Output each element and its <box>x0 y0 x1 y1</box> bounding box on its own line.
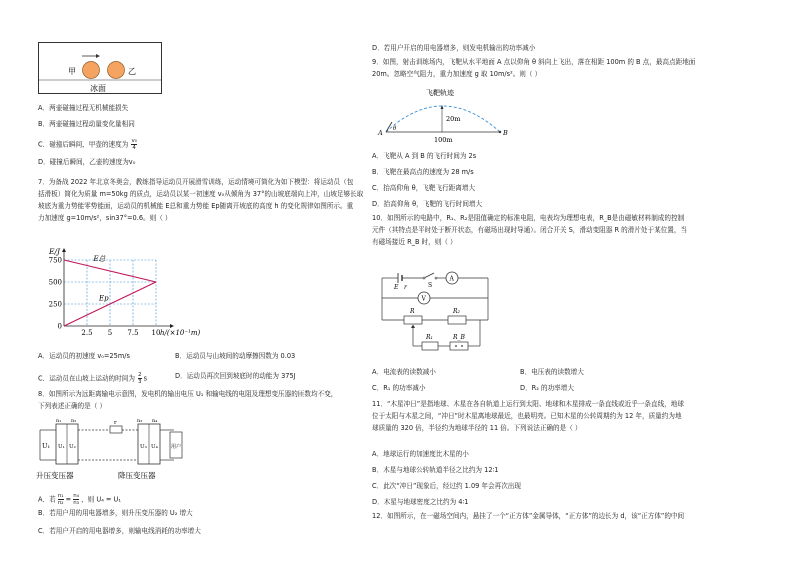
q6-option-c-text: C．碰撞后瞬间，甲壶的速度为 <box>38 140 129 149</box>
label-step-down: 降压变压器 <box>118 471 156 480</box>
label-rheostat: R <box>410 308 415 315</box>
q7-stem <box>38 176 363 224</box>
circuit-diagram <box>376 264 496 360</box>
line-resistor <box>110 426 122 433</box>
rb-dot <box>455 345 457 347</box>
q9-line: 9．如图，射击训练场内，飞靶从水平地面 A 点以仰角 θ 斜向上飞出，落在相距 100m 的 B 点，最高点距地面 <box>372 58 696 66</box>
q10-line: 有磁场接近 R_B 时，则（ ） <box>372 238 457 246</box>
x-tick-label: 2.5 <box>81 329 93 337</box>
label-u1-inner: U₁ <box>58 444 65 450</box>
label-u3: U₃ <box>140 444 147 450</box>
q9-option-d: D．抬高仰角 θ，飞靶的飞行时间增大 <box>372 200 483 208</box>
label-step-up: 升压变压器 <box>36 471 74 480</box>
q8-a-eq: = <box>65 495 72 504</box>
trajectory-figure <box>376 86 516 148</box>
q6-c-frac-num: v₀ <box>131 138 137 144</box>
velocity-arrow-head <box>96 54 100 58</box>
label-u4: U₄ <box>151 444 158 450</box>
y-axis-label: E/J <box>48 247 60 256</box>
switch-contact <box>435 277 437 279</box>
q10-option-b: B．电压表的读数增大 <box>520 368 584 376</box>
q8-option-c: C．若用户开启的用电器增多，则输电线消耗的功率增大 <box>38 527 201 535</box>
label-n2: n₂ <box>71 418 77 424</box>
q10-line: 元件（其特点是平时处于断开状态，有磁场出现时导通）。闭合开关 S，滑动变阻器 R 的滑片处于某位置，当 <box>372 226 688 234</box>
q10-stem <box>372 212 687 248</box>
trajectory-svg <box>376 86 516 148</box>
q7-c-unit: s <box>143 374 148 383</box>
label-ammeter: A <box>449 275 454 283</box>
curling-stone-jia <box>83 62 100 79</box>
q9-option-c: C．抬高仰角 θ，飞靶飞行距离增大 <box>372 184 476 192</box>
label-user: 用户 <box>171 444 182 450</box>
q7-line: 括滑板）简化为质量 m=50kg 的质点，运动员以某一初速度 v₀从倾角为 37°的山坡底端向上冲，山坡足够长取 <box>38 190 364 198</box>
label-r: r <box>114 420 117 426</box>
q10-option-c: C．R₁ 的功率减小 <box>372 384 426 392</box>
q11-line: 位于太阳与木星之间，“冲日”时木星离地球最近，也最明亮。已知木星的公转周期约为 12 年，质量约为地 <box>372 412 682 420</box>
q8-a-frac1-num: n₁ <box>57 493 64 499</box>
y-tick-label: 500 <box>48 278 62 287</box>
y-tick-label: 750 <box>48 256 62 265</box>
q8-a-frac2 <box>73 493 79 506</box>
label-switch: S <box>428 282 433 289</box>
rheostat-r <box>404 316 422 324</box>
q11-option-b: B．木星与地球公转轨道半径之比约为 12∶1 <box>372 466 499 474</box>
slider-head <box>411 325 415 329</box>
q9-stem <box>372 56 695 80</box>
label-n3: n₃ <box>137 418 143 424</box>
q8-option-d: D．若用户开启的用电器增多，则发电机输出的功率减小 <box>372 44 536 52</box>
q8-stem <box>38 388 337 412</box>
q7-line: 力加速度 g=10m/s²，sin37°=0.6。则（ ） <box>38 214 172 222</box>
label-r2: R₂ <box>453 308 460 315</box>
label-theta: θ <box>393 126 397 132</box>
y-tick-label: 0 <box>57 322 62 331</box>
switch-blade <box>424 273 434 278</box>
q7-option-c-text: C．运动员在山坡上运动的时间为 <box>38 374 135 383</box>
label-yi: 乙 <box>128 67 136 76</box>
q7-option-d: D．运动员再次回到坡底时的动能为 375J <box>175 372 296 380</box>
q8-a-frac1 <box>58 493 64 506</box>
curling-stone-yi <box>108 62 125 79</box>
q7-option-a: A．运动员的初速度 v₀=25m/s <box>38 352 130 360</box>
label-ice-surface: 冰面 <box>90 84 106 93</box>
switch-contact <box>423 277 425 279</box>
label-distance: 100m <box>434 136 453 144</box>
q10-line: 10．如图所示的电路中，R₁、R₂是阻值确定的标准电阻，电表均为理想电表，R_B是由磁敏材料制成的控制 <box>372 214 685 222</box>
q7-c-fraction <box>138 372 142 385</box>
q6-c-fraction <box>131 138 136 151</box>
x-tick-label: 10 <box>151 329 161 337</box>
q8-option-a <box>38 493 121 506</box>
q8-a-post: ，则 U₄ = U₁ <box>81 495 122 504</box>
q9-option-a: A．飞靶从 A 到 B 的飞行时间为 2s <box>372 152 477 160</box>
transformer-diagram <box>34 418 194 484</box>
label-u2: U₂ <box>69 444 76 450</box>
ice-figure <box>38 42 162 94</box>
q6-c-frac-den: 4 <box>132 145 136 151</box>
transformer-svg <box>34 418 194 484</box>
label-height: 20m <box>446 115 461 123</box>
label-emf: E <box>394 284 399 291</box>
q8-option-b: B．若用户用的用电器增多，则升压变压器的 U₂ 增大 <box>38 509 193 517</box>
q8-line: 8．如图所示为远距离输电示意图，发电机的输出电压 U₁ 和输电线的电阻及理想变压器的匝数均不变， <box>38 390 338 398</box>
y-axis-arrow <box>62 248 66 252</box>
rb-dot <box>461 345 463 347</box>
q10-option-a: A．电流表的读数减小 <box>372 368 436 376</box>
q7-line: 7．为备战 2022 年北京冬奥会，教练指导运动员开展滑雪训练，运动情境可简化为如下模型：将运动员（包 <box>38 178 354 186</box>
q12-stem: 12．如图所示，在一磁场空间内，悬挂了一个“正方体”金属导体，“正方体”的边长为 d，该“正方体”的中间 <box>372 512 685 520</box>
q7-c-frac-num: 2 <box>138 372 142 378</box>
label-jia: 甲 <box>68 67 76 76</box>
q11-option-c: C．此次“冲日”现象后，经过约 1.09 年会再次出现 <box>372 482 521 490</box>
q6-option-b: B．两壶碰撞过程动量变化量相同 <box>38 120 135 128</box>
energy-graph-svg <box>40 246 201 342</box>
trajectory-arc <box>386 106 500 132</box>
y-tick-label: 250 <box>48 300 62 309</box>
label-point-a: A <box>378 129 383 137</box>
q6-option-a: A．两壶碰撞过程无机械能损失 <box>38 104 129 112</box>
label-trajectory-title: 飞靶轨迹 <box>426 89 454 97</box>
q8-a-frac1-den: n₂ <box>57 500 64 506</box>
q6-option-d: D．碰撞后瞬间，乙壶的速度为v₀ <box>38 158 136 166</box>
q7-option-b: B．运动员与山坡间的动摩擦因数为 0.03 <box>175 352 296 360</box>
circuit-svg <box>376 264 496 360</box>
x-axis-label: h/(×10⁻¹m) <box>160 329 201 337</box>
label-internal-r: r <box>404 284 407 291</box>
q7-line: 坡底为重力势能零势能面，运动员的机械能 E总和重力势能 Ep随离开坡底的高度 h 的变化规律如图所示。重 <box>38 202 354 210</box>
resistor-r2 <box>448 316 466 324</box>
label-n1: n₁ <box>56 418 62 424</box>
q11-option-a: A．地球运行的加速度比木星的小 <box>372 450 469 458</box>
label-voltmeter: V <box>421 295 426 303</box>
element-rb <box>450 342 468 350</box>
label-rb: R_B <box>453 334 465 341</box>
series-label-ep: Ep <box>98 294 109 303</box>
label-r1: R₁ <box>426 334 433 341</box>
q7-option-c <box>38 372 147 385</box>
q9-option-b: B．飞靶在最高点的速度为 28 m/s <box>372 168 474 176</box>
ice-figure-svg <box>38 42 162 94</box>
q8-line: 下列表述正确的是（ ） <box>38 402 107 410</box>
label-n4: n₄ <box>152 418 158 424</box>
x-tick-label: 7.5 <box>127 329 139 337</box>
q11-stem <box>372 398 684 434</box>
x-tick-label: 5 <box>107 329 113 337</box>
q11-option-d: D．木星与地球密度之比约为 4∶1 <box>372 498 469 506</box>
q7-c-frac-den: 3 <box>138 379 142 385</box>
label-u1-left: U₁ <box>42 442 51 450</box>
point-b-dot <box>499 131 501 133</box>
q6-option-c <box>38 138 137 151</box>
q8-a-frac2-num: n₄ <box>73 493 79 499</box>
q8-a-frac2-den: n₃ <box>73 500 79 506</box>
energy-graph <box>40 246 201 342</box>
q10-option-d: D．R₂ 的功率增大 <box>520 384 574 392</box>
label-point-b: B <box>503 129 508 137</box>
q8-a-pre: A．若 <box>38 495 56 504</box>
resistor-r1 <box>422 342 438 350</box>
x-axis-arrow <box>170 324 174 328</box>
q9-line: 20m。忽略空气阻力，重力加速度 g 取 10m/s²。则（ ） <box>372 70 542 78</box>
series-label-etotal: E总 <box>93 255 106 264</box>
q11-line: 11．“木星冲日”是指地球、木星在各自轨道上运行到太阳、地球和木星排成一条直线或近乎一条直线，地球 <box>372 400 684 408</box>
q11-line: 球质量的 320 倍，半径约为地球半径的 11 倍。下列说法正确的是（ ） <box>372 424 582 432</box>
